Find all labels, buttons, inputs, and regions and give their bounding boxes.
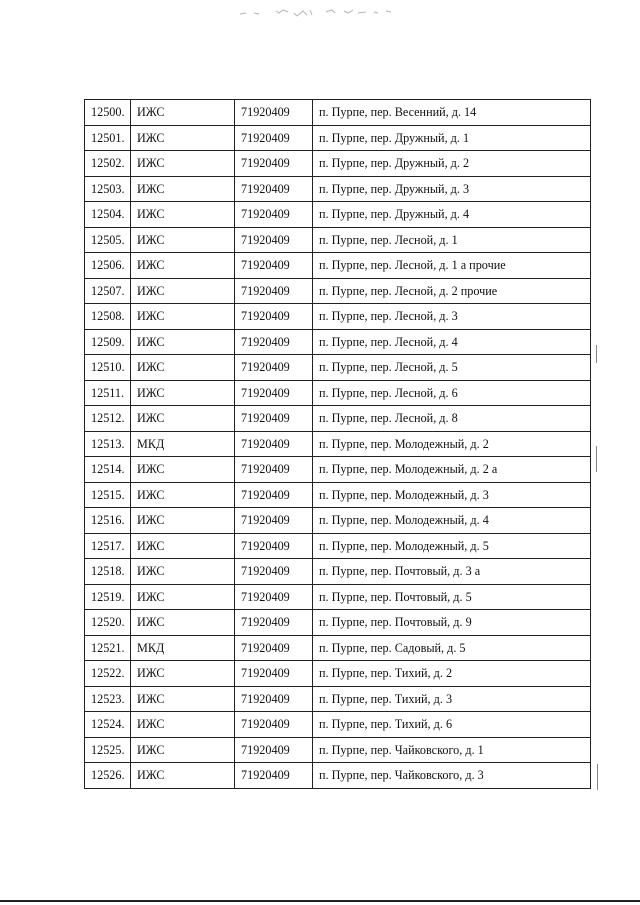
- row-number-cell: 12516.: [85, 508, 131, 534]
- building-type-cell: ИЖС: [131, 712, 235, 738]
- oktmo-code-cell: 71920409: [235, 712, 313, 738]
- addresses-table: [84, 99, 591, 789]
- table-row: [85, 533, 591, 559]
- building-type-cell: ИЖС: [131, 202, 235, 228]
- table-row: [85, 610, 591, 636]
- address-cell: п. Пурпе, пер. Весенний, д. 14: [313, 100, 591, 126]
- address-cell: п. Пурпе, пер. Тихий, д. 3: [313, 686, 591, 712]
- building-type-cell: МКД: [131, 635, 235, 661]
- oktmo-code-cell: 71920409: [235, 355, 313, 381]
- oktmo-code-cell: 71920409: [235, 329, 313, 355]
- building-type-cell: ИЖС: [131, 329, 235, 355]
- oktmo-code-cell: 71920409: [235, 304, 313, 330]
- address-cell: п. Пурпе, пер. Молодежный, д. 2 а: [313, 457, 591, 483]
- building-type-cell: МКД: [131, 431, 235, 457]
- oktmo-code-cell: 71920409: [235, 559, 313, 585]
- table-row: [85, 227, 591, 253]
- building-type-cell: ИЖС: [131, 508, 235, 534]
- table-row: [85, 635, 591, 661]
- row-number-cell: 12513.: [85, 431, 131, 457]
- building-type-cell: ИЖС: [131, 533, 235, 559]
- row-number-cell: 12512.: [85, 406, 131, 432]
- table-row: [85, 380, 591, 406]
- row-number-cell: 12522.: [85, 661, 131, 687]
- address-cell: п. Пурпе, пер. Лесной, д. 1 а прочие: [313, 253, 591, 279]
- row-number-cell: 12519.: [85, 584, 131, 610]
- address-cell: п. Пурпе, пер. Дружный, д. 1: [313, 125, 591, 151]
- address-cell: п. Пурпе, пер. Садовый, д. 5: [313, 635, 591, 661]
- building-type-cell: ИЖС: [131, 304, 235, 330]
- oktmo-code-cell: 71920409: [235, 253, 313, 279]
- address-cell: п. Пурпе, пер. Дружный, д. 4: [313, 202, 591, 228]
- address-cell: п. Пурпе, пер. Дружный, д. 2: [313, 151, 591, 177]
- building-type-cell: ИЖС: [131, 100, 235, 126]
- building-type-cell: ИЖС: [131, 661, 235, 687]
- address-cell: п. Пурпе, пер. Лесной, д. 6: [313, 380, 591, 406]
- building-type-cell: ИЖС: [131, 227, 235, 253]
- row-number-cell: 12507.: [85, 278, 131, 304]
- table-row: [85, 253, 591, 279]
- building-type-cell: ИЖС: [131, 763, 235, 789]
- building-type-cell: ИЖС: [131, 380, 235, 406]
- building-type-cell: ИЖС: [131, 406, 235, 432]
- table-row: [85, 304, 591, 330]
- oktmo-code-cell: 71920409: [235, 227, 313, 253]
- table-row: [85, 406, 591, 432]
- table-row: [85, 457, 591, 483]
- oktmo-code-cell: 71920409: [235, 508, 313, 534]
- row-number-cell: 12514.: [85, 457, 131, 483]
- table-row: [85, 584, 591, 610]
- oktmo-code-cell: 71920409: [235, 533, 313, 559]
- table-row: [85, 278, 591, 304]
- table-body: [85, 100, 591, 789]
- building-type-cell: ИЖС: [131, 151, 235, 177]
- address-cell: п. Пурпе, пер. Лесной, д. 3: [313, 304, 591, 330]
- oktmo-code-cell: 71920409: [235, 125, 313, 151]
- building-type-cell: ИЖС: [131, 584, 235, 610]
- table-row: [85, 763, 591, 789]
- address-cell: п. Пурпе, пер. Молодежный, д. 4: [313, 508, 591, 534]
- address-cell: п. Пурпе, пер. Молодежный, д. 3: [313, 482, 591, 508]
- row-number-cell: 12500.: [85, 100, 131, 126]
- address-cell: п. Пурпе, пер. Молодежный, д. 2: [313, 431, 591, 457]
- table-row: [85, 737, 591, 763]
- address-cell: п. Пурпе, пер. Почтовый, д. 5: [313, 584, 591, 610]
- oktmo-code-cell: 71920409: [235, 457, 313, 483]
- oktmo-code-cell: 71920409: [235, 686, 313, 712]
- building-type-cell: ИЖС: [131, 482, 235, 508]
- oktmo-code-cell: 71920409: [235, 202, 313, 228]
- oktmo-code-cell: 71920409: [235, 431, 313, 457]
- row-number-cell: 12526.: [85, 763, 131, 789]
- table-row: [85, 100, 591, 126]
- table-row: [85, 202, 591, 228]
- table-row: [85, 431, 591, 457]
- table-row: [85, 355, 591, 381]
- building-type-cell: ИЖС: [131, 737, 235, 763]
- row-number-cell: 12521.: [85, 635, 131, 661]
- row-number-cell: 12505.: [85, 227, 131, 253]
- table-row: [85, 151, 591, 177]
- row-number-cell: 12518.: [85, 559, 131, 585]
- row-number-cell: 12524.: [85, 712, 131, 738]
- oktmo-code-cell: 71920409: [235, 406, 313, 432]
- row-number-cell: 12520.: [85, 610, 131, 636]
- row-number-cell: 12504.: [85, 202, 131, 228]
- row-number-cell: 12510.: [85, 355, 131, 381]
- oktmo-code-cell: 71920409: [235, 278, 313, 304]
- oktmo-code-cell: 71920409: [235, 100, 313, 126]
- address-cell: п. Пурпе, пер. Лесной, д. 2 прочие: [313, 278, 591, 304]
- table-row: [85, 712, 591, 738]
- row-number-cell: 12525.: [85, 737, 131, 763]
- table-row: [85, 661, 591, 687]
- row-number-cell: 12501.: [85, 125, 131, 151]
- row-number-cell: 12511.: [85, 380, 131, 406]
- address-cell: п. Пурпе, пер. Тихий, д. 2: [313, 661, 591, 687]
- address-cell: п. Пурпе, пер. Почтовый, д. 3 а: [313, 559, 591, 585]
- address-cell: п. Пурпе, пер. Лесной, д. 4: [313, 329, 591, 355]
- address-cell: п. Пурпе, пер. Почтовый, д. 9: [313, 610, 591, 636]
- scan-noise-marks: [236, 4, 406, 20]
- building-type-cell: ИЖС: [131, 253, 235, 279]
- oktmo-code-cell: 71920409: [235, 661, 313, 687]
- address-cell: п. Пурпе, пер. Лесной, д. 8: [313, 406, 591, 432]
- oktmo-code-cell: 71920409: [235, 584, 313, 610]
- row-number-cell: 12506.: [85, 253, 131, 279]
- building-type-cell: ИЖС: [131, 125, 235, 151]
- address-cell: п. Пурпе, пер. Чайковского, д. 3: [313, 763, 591, 789]
- table-row: [85, 686, 591, 712]
- table-row: [85, 125, 591, 151]
- oktmo-code-cell: 71920409: [235, 763, 313, 789]
- row-number-cell: 12523.: [85, 686, 131, 712]
- address-cell: п. Пурпе, пер. Молодежный, д. 5: [313, 533, 591, 559]
- building-type-cell: ИЖС: [131, 176, 235, 202]
- building-type-cell: ИЖС: [131, 610, 235, 636]
- address-cell: п. Пурпе, пер. Лесной, д. 1: [313, 227, 591, 253]
- table-row: [85, 329, 591, 355]
- row-number-cell: 12503.: [85, 176, 131, 202]
- scan-edge-mark: [596, 345, 597, 363]
- scan-edge-mark: [597, 764, 598, 790]
- oktmo-code-cell: 71920409: [235, 482, 313, 508]
- oktmo-code-cell: 71920409: [235, 635, 313, 661]
- oktmo-code-cell: 71920409: [235, 737, 313, 763]
- oktmo-code-cell: 71920409: [235, 151, 313, 177]
- scan-edge-mark: [596, 446, 597, 472]
- row-number-cell: 12509.: [85, 329, 131, 355]
- row-number-cell: 12515.: [85, 482, 131, 508]
- building-type-cell: ИЖС: [131, 686, 235, 712]
- table-row: [85, 559, 591, 585]
- oktmo-code-cell: 71920409: [235, 610, 313, 636]
- building-type-cell: ИЖС: [131, 355, 235, 381]
- building-type-cell: ИЖС: [131, 278, 235, 304]
- oktmo-code-cell: 71920409: [235, 380, 313, 406]
- building-type-cell: ИЖС: [131, 559, 235, 585]
- address-cell: п. Пурпе, пер. Лесной, д. 5: [313, 355, 591, 381]
- scan-bottom-edge: [0, 900, 640, 902]
- table-row: [85, 482, 591, 508]
- building-type-cell: ИЖС: [131, 457, 235, 483]
- oktmo-code-cell: 71920409: [235, 176, 313, 202]
- row-number-cell: 12517.: [85, 533, 131, 559]
- row-number-cell: 12508.: [85, 304, 131, 330]
- table-row: [85, 508, 591, 534]
- address-cell: п. Пурпе, пер. Тихий, д. 6: [313, 712, 591, 738]
- row-number-cell: 12502.: [85, 151, 131, 177]
- address-cell: п. Пурпе, пер. Дружный, д. 3: [313, 176, 591, 202]
- table-row: [85, 176, 591, 202]
- address-cell: п. Пурпе, пер. Чайковского, д. 1: [313, 737, 591, 763]
